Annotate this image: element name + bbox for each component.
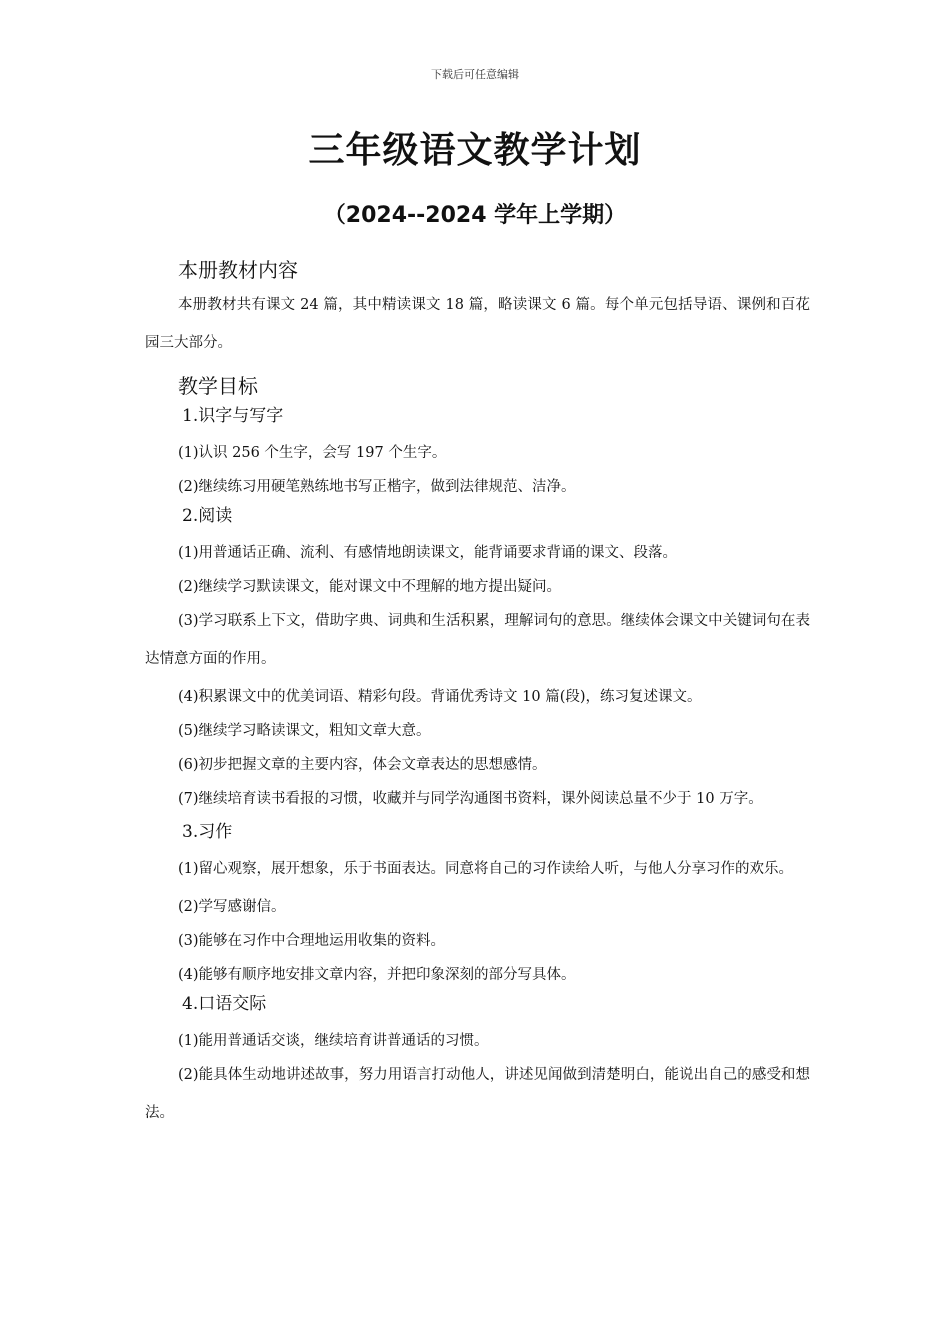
writing-item: (1)留心观察，展开想象，乐于书面表达。同意将自己的习作读给人听，与他人分享习作的欢乐。 bbox=[178, 861, 794, 877]
reading-item: (7)继续培育读书看报的习惯，收藏并与同学沟通图书资料，课外阅读总量不少于 10 万字。 bbox=[178, 791, 763, 807]
section-heading-goals: 教学目标 bbox=[178, 374, 258, 398]
contents-paragraph: 本册教材共有课文 24 篇，其中精读课文 18 篇，略读课文 6 篇。每个单元包括导语、课例和百花园三大部分。 bbox=[145, 297, 810, 351]
document-body bbox=[145, 254, 810, 1132]
subheading-speaking: 4.口语交际 bbox=[182, 994, 267, 1014]
page-title: 三年级语文教学计划 bbox=[308, 129, 642, 171]
writing-item: (2)学写感谢信。 bbox=[178, 899, 286, 915]
reading-item: (1)用普通话正确、流利、有感情地朗读课文，能背诵要求背诵的课文、段落。 bbox=[178, 545, 678, 561]
literacy-item: (2)继续练习用硬笔熟练地书写正楷字，做到法律规范、洁净。 bbox=[178, 479, 576, 495]
literacy-item: (1)认识 256 个生字，会写 197 个生字。 bbox=[178, 445, 447, 461]
reading-item: (4)积累课文中的优美词语、精彩句段。背诵优秀诗文 10 篇(段)，练习复述课文。 bbox=[178, 689, 702, 705]
section-heading-contents: 本册教材内容 bbox=[178, 258, 298, 282]
speaking-item: (2)能具体生动地讲述故事，努力用语言打动他人，讲述见闻做到清楚明白，能说出自己的感受和想法。 bbox=[145, 1067, 810, 1121]
subheading-writing: 3.习作 bbox=[182, 822, 233, 842]
subheading-reading: 2.阅读 bbox=[182, 506, 233, 526]
subheading-literacy: 1.识字与写字 bbox=[182, 406, 284, 426]
header-note: 下载后可任意编辑 bbox=[431, 68, 519, 81]
reading-item: (6)初步把握文章的主要内容，体会文章表达的思想感情。 bbox=[178, 757, 547, 773]
writing-item: (4)能够有顺序地安排文章内容，并把印象深刻的部分写具体。 bbox=[178, 967, 576, 983]
reading-item: (2)继续学习默读课文，能对课文中不理解的地方提出疑问。 bbox=[178, 579, 562, 595]
reading-item: (5)继续学习略读课文，粗知文章大意。 bbox=[178, 723, 431, 739]
writing-item: (3)能够在习作中合理地运用收集的资料。 bbox=[178, 933, 446, 949]
reading-item: (3)学习联系上下文，借助字典、词典和生活积累，理解词句的意思。继续体会课文中关键词句在表达情意方面的作用。 bbox=[145, 613, 810, 667]
speaking-item: (1)能用普通话交谈，继续培育讲普通话的习惯。 bbox=[178, 1033, 489, 1049]
page-subtitle: （2024--2024 学年上学期） bbox=[323, 203, 627, 228]
